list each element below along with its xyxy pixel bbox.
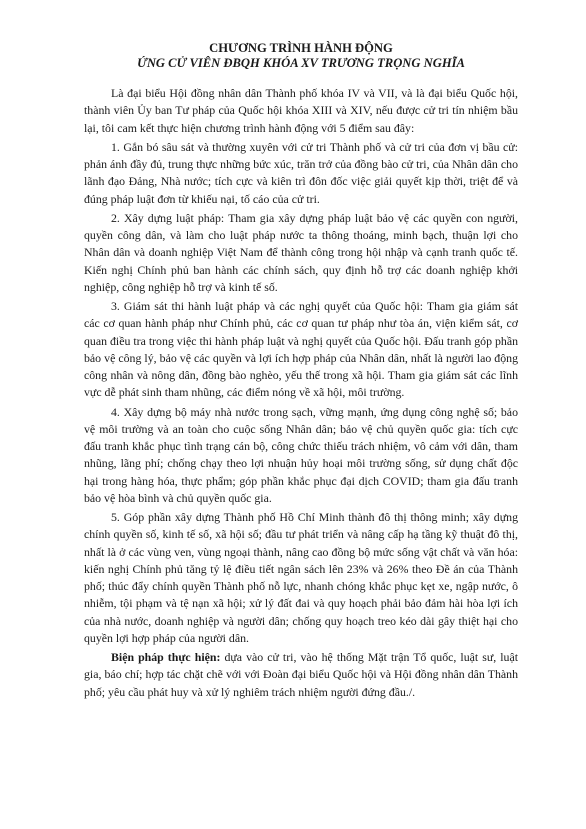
point-4-paragraph: 4. Xây dựng bộ máy nhà nước trong sạch, vững mạnh, ứng dụng công nghệ số; bảo vệ môi trường và an toàn cho cuộc sống Nhân dân; bảo vệ chủ quyền quốc gia: tích cực đấu tranh khắc phục tình trạng cán bộ, công chức thiếu trách nhiệm, vô cảm với dân, tham nhũng, lãng phí; chống chạy theo lợi nhuận hủy hoại môi trường sống, sử dụng chất độc hại trong hàng hóa, thực phẩm; góp phần khắc phục đại dịch COVID; tham gia đấu tranh bảo vệ hòa bình và chủ quyền quốc gia.: [84, 404, 518, 505]
document-title: CHƯƠNG TRÌNH HÀNH ĐỘNG: [209, 41, 393, 55]
point-2-paragraph: 2. Xây dựng luật pháp: Tham gia xây dựng pháp luật bảo vệ các quyền con người, quyền công dân, và làm cho luật pháp nước ta thông thoáng, minh bạch, thuận lợi cho Nhân dân và doanh nghiệp Việt Nam để thành công trong hội nhập và cạnh tranh quốc tế. Kiến nghị Chính phủ ban hành các chính sách, quy định hỗ trợ các doanh nghiệp khởi nghiệp, công nghiệp hỗ trợ và kinh tế số.: [84, 210, 518, 294]
point-1-paragraph: 1. Gắn bó sâu sát và thường xuyên với cử tri Thành phố và cử tri của đơn vị bầu cử: phản ánh đầy đủ, trung thực những bức xúc, trăn trở của đồng bào cử tri, của Nhân dân cho lãnh đạo Đảng, Nhà nước; tích cực và kiên trì đôn đốc việc giải quyết kịp thời, triệt để và đúng pháp luật đơn từ khiếu nại, tố cáo của cử tri.: [84, 139, 518, 206]
point-5-paragraph: 5. Góp phần xây dựng Thành phố Hồ Chí Minh thành đô thị thông minh; xây dựng chính quyền số, kinh tế số, xã hội số; đầu tư phát triển và nâng cấp hạ tầng kỹ thuật đô thị, nhất là ở các vùng ven, vùng ngoại thành, nâng cao đồng bộ mức sống vật chất và văn hóa: kiến nghị Chính phủ tăng tỷ lệ điều tiết ngân sách lên 23% và 26% theo Đề án của Thành phố; thúc đẩy chính quyền Thành phố nỗ lực, nhanh chóng khắc phục kẹt xe, ngập nước, ô nhiễm, tội phạm và tệ nạn xã hội; xử lý đất đai và quy hoạch phải bảo đảm hài hòa lợi ích của nhà nước, doanh nghiệp và người dân; chống quy hoạch treo kéo dài gây thiệt hại cho quyền lợi hợp pháp của người dân.: [84, 510, 518, 645]
document-page: [84, 41, 518, 703]
intro-paragraph: Là đại biểu Hội đồng nhân dân Thành phố khóa IV và VII, và là đại biểu Quốc hội, thành viên Ủy ban Tư pháp của Quốc hội khóa XIII và XIV, nếu được cử tri tín nhiệm bầu lại, tôi cam kết thực hiện chương trình hành động với 5 điểm sau đây:: [84, 86, 518, 135]
measures-text: dựa vào cử tri, vào hệ thống Mặt trận Tổ quốc, luật sư, luật gia, báo chí; hợp tác chặt chẽ với với Đoàn đại biểu Quốc hội và Hội đồng nhân dân Thành phố; yêu cầu phát huy và xử lý nghiêm trách nhiệm người đứng đầu./.: [84, 650, 518, 699]
document-subtitle: ỨNG CỬ VIÊN ĐBQH KHÓA XV TRƯƠNG TRỌNG NGHĨA: [137, 56, 465, 70]
measures-paragraph: [84, 649, 518, 701]
measures-label: Biện pháp thực hiện:: [111, 650, 221, 664]
point-3-paragraph: 3. Giám sát thi hành luật pháp và các nghị quyết của Quốc hội: Tham gia giám sát các cơ quan hành pháp như Chính phủ, các cơ quan tư pháp như tòa án, viện kiểm sát, cơ quan điều tra trong việc thi hành pháp luật và nghị quyết của Quốc hội. Đấu tranh góp phần bảo vệ công lý, bảo vệ các quyền và lợi ích hợp pháp của Nhân dân, nhất là người lao động công nhân và nông dân, đồng bào nghèo, yếu thế trong xã hội. Tham gia giám sát các lĩnh vực dễ phát sinh tham nhũng, các điểm nóng về xã hội, môi trường.: [84, 299, 518, 400]
